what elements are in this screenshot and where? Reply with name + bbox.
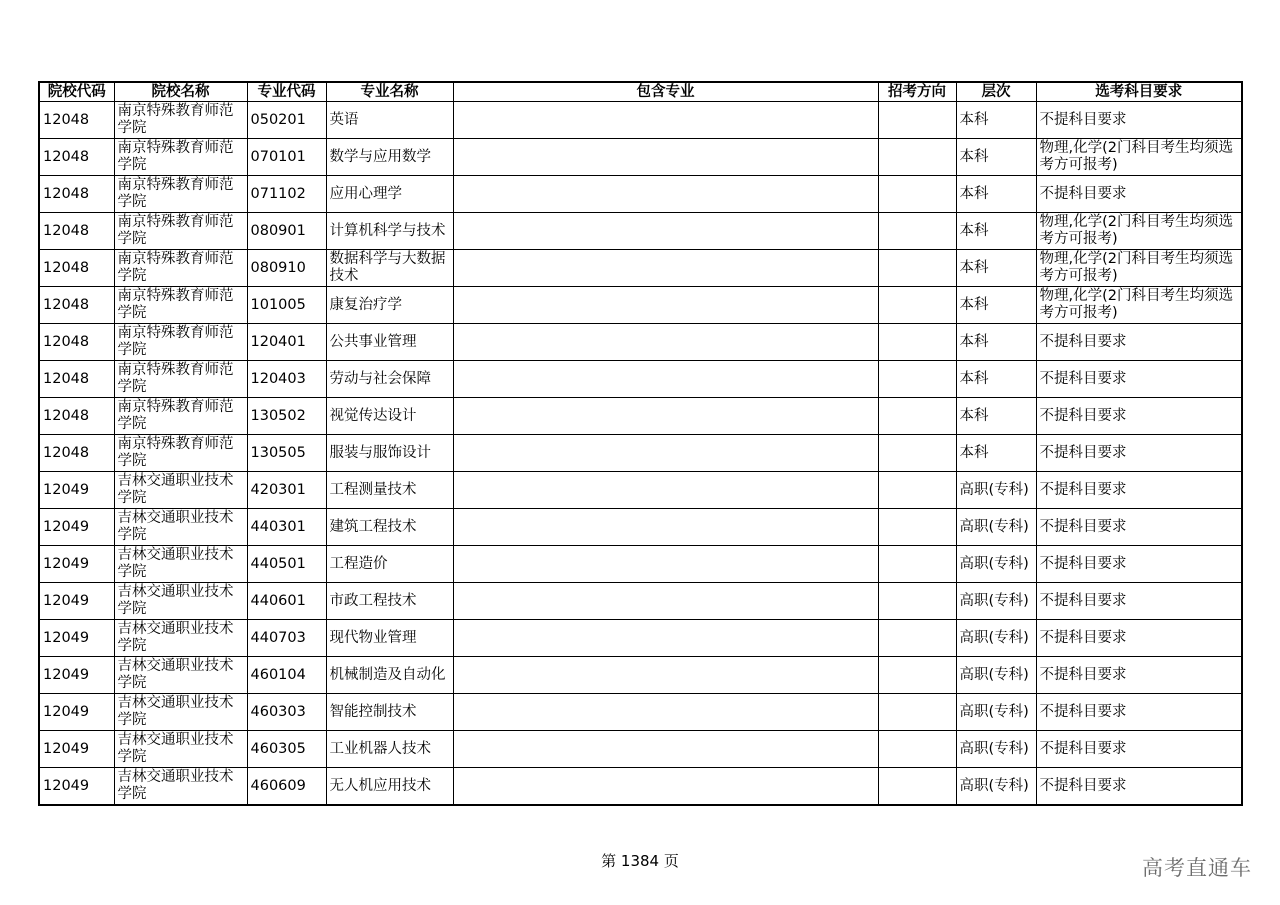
cell-included-majors bbox=[453, 139, 878, 176]
cell-subject-requirement: 物理,化学(2门科目考生均须选考方可报考) bbox=[1036, 139, 1242, 176]
cell-included-majors bbox=[453, 731, 878, 768]
cell-level: 本科 bbox=[956, 435, 1036, 472]
cell-level: 高职(专科) bbox=[956, 694, 1036, 731]
cell-major-name: 工业机器人技术 bbox=[326, 731, 453, 768]
table-row bbox=[39, 620, 1242, 657]
cell-school-name: 南京特殊教育师范学院 bbox=[114, 139, 247, 176]
cell-direction bbox=[878, 768, 956, 806]
cell-direction bbox=[878, 694, 956, 731]
cell-level: 本科 bbox=[956, 324, 1036, 361]
cell-school-name: 吉林交通职业技术学院 bbox=[114, 731, 247, 768]
header-school-code: 院校代码 bbox=[39, 82, 114, 102]
cell-school-code: 12049 bbox=[39, 620, 114, 657]
cell-major-code: 440301 bbox=[247, 509, 326, 546]
cell-school-code: 12048 bbox=[39, 435, 114, 472]
table-row bbox=[39, 657, 1242, 694]
cell-subject-requirement: 不提科目要求 bbox=[1036, 768, 1242, 806]
table-row bbox=[39, 509, 1242, 546]
cell-major-name: 机械制造及自动化 bbox=[326, 657, 453, 694]
cell-school-code: 12048 bbox=[39, 287, 114, 324]
cell-included-majors bbox=[453, 213, 878, 250]
cell-school-code: 12048 bbox=[39, 250, 114, 287]
cell-subject-requirement: 不提科目要求 bbox=[1036, 472, 1242, 509]
cell-direction bbox=[878, 657, 956, 694]
cell-school-code: 12048 bbox=[39, 139, 114, 176]
cell-major-code: 071102 bbox=[247, 176, 326, 213]
cell-school-code: 12048 bbox=[39, 361, 114, 398]
cell-major-code: 120401 bbox=[247, 324, 326, 361]
cell-school-name: 南京特殊教育师范学院 bbox=[114, 398, 247, 435]
cell-school-name: 南京特殊教育师范学院 bbox=[114, 287, 247, 324]
table-row bbox=[39, 398, 1242, 435]
cell-school-name: 吉林交通职业技术学院 bbox=[114, 583, 247, 620]
cell-subject-requirement: 不提科目要求 bbox=[1036, 176, 1242, 213]
cell-school-name: 吉林交通职业技术学院 bbox=[114, 546, 247, 583]
cell-school-name: 吉林交通职业技术学院 bbox=[114, 620, 247, 657]
cell-school-code: 12049 bbox=[39, 768, 114, 806]
cell-major-code: 440601 bbox=[247, 583, 326, 620]
cell-level: 本科 bbox=[956, 139, 1036, 176]
cell-school-name: 南京特殊教育师范学院 bbox=[114, 435, 247, 472]
cell-school-code: 12049 bbox=[39, 472, 114, 509]
cell-major-code: 460305 bbox=[247, 731, 326, 768]
table-row bbox=[39, 324, 1242, 361]
cell-included-majors bbox=[453, 287, 878, 324]
table-row bbox=[39, 287, 1242, 324]
cell-major-name: 市政工程技术 bbox=[326, 583, 453, 620]
cell-subject-requirement: 物理,化学(2门科目考生均须选考方可报考) bbox=[1036, 250, 1242, 287]
cell-included-majors bbox=[453, 361, 878, 398]
cell-included-majors bbox=[453, 657, 878, 694]
cell-school-name: 南京特殊教育师范学院 bbox=[114, 250, 247, 287]
cell-major-code: 050201 bbox=[247, 102, 326, 139]
cell-direction bbox=[878, 139, 956, 176]
cell-school-code: 12048 bbox=[39, 398, 114, 435]
cell-major-name: 建筑工程技术 bbox=[326, 509, 453, 546]
cell-direction bbox=[878, 287, 956, 324]
cell-level: 高职(专科) bbox=[956, 620, 1036, 657]
header-major-code: 专业代码 bbox=[247, 82, 326, 102]
cell-included-majors bbox=[453, 472, 878, 509]
table-row bbox=[39, 583, 1242, 620]
header-level: 层次 bbox=[956, 82, 1036, 102]
cell-major-code: 080901 bbox=[247, 213, 326, 250]
cell-included-majors bbox=[453, 250, 878, 287]
cell-school-name: 南京特殊教育师范学院 bbox=[114, 361, 247, 398]
cell-major-name: 无人机应用技术 bbox=[326, 768, 453, 806]
cell-direction bbox=[878, 213, 956, 250]
cell-direction bbox=[878, 250, 956, 287]
cell-major-name: 英语 bbox=[326, 102, 453, 139]
header-major-name: 专业名称 bbox=[326, 82, 453, 102]
majors-table bbox=[38, 81, 1243, 806]
cell-major-name: 智能控制技术 bbox=[326, 694, 453, 731]
table-row bbox=[39, 546, 1242, 583]
cell-included-majors bbox=[453, 583, 878, 620]
cell-subject-requirement: 不提科目要求 bbox=[1036, 694, 1242, 731]
cell-major-code: 440703 bbox=[247, 620, 326, 657]
table-row bbox=[39, 176, 1242, 213]
cell-included-majors bbox=[453, 546, 878, 583]
cell-included-majors bbox=[453, 176, 878, 213]
table-row bbox=[39, 435, 1242, 472]
cell-major-code: 080910 bbox=[247, 250, 326, 287]
cell-level: 本科 bbox=[956, 250, 1036, 287]
cell-major-code: 130502 bbox=[247, 398, 326, 435]
cell-included-majors bbox=[453, 768, 878, 806]
cell-school-name: 吉林交通职业技术学院 bbox=[114, 694, 247, 731]
cell-subject-requirement: 物理,化学(2门科目考生均须选考方可报考) bbox=[1036, 287, 1242, 324]
cell-level: 高职(专科) bbox=[956, 768, 1036, 806]
cell-direction bbox=[878, 620, 956, 657]
table-row bbox=[39, 731, 1242, 768]
cell-major-code: 440501 bbox=[247, 546, 326, 583]
cell-major-name: 服装与服饰设计 bbox=[326, 435, 453, 472]
cell-direction bbox=[878, 583, 956, 620]
cell-major-name: 工程造价 bbox=[326, 546, 453, 583]
cell-level: 高职(专科) bbox=[956, 472, 1036, 509]
cell-included-majors bbox=[453, 620, 878, 657]
cell-major-name: 数据科学与大数据技术 bbox=[326, 250, 453, 287]
cell-school-name: 吉林交通职业技术学院 bbox=[114, 472, 247, 509]
brand-watermark: 高考直通车 bbox=[1142, 856, 1252, 880]
cell-direction bbox=[878, 435, 956, 472]
cell-direction bbox=[878, 102, 956, 139]
cell-level: 本科 bbox=[956, 361, 1036, 398]
cell-level: 本科 bbox=[956, 176, 1036, 213]
cell-subject-requirement: 不提科目要求 bbox=[1036, 657, 1242, 694]
cell-school-code: 12049 bbox=[39, 546, 114, 583]
cell-major-code: 101005 bbox=[247, 287, 326, 324]
cell-subject-requirement: 不提科目要求 bbox=[1036, 398, 1242, 435]
header-subject-requirement: 选考科目要求 bbox=[1036, 82, 1242, 102]
cell-major-code: 460609 bbox=[247, 768, 326, 806]
cell-level: 高职(专科) bbox=[956, 546, 1036, 583]
cell-major-name: 公共事业管理 bbox=[326, 324, 453, 361]
header-school-name: 院校名称 bbox=[114, 82, 247, 102]
cell-school-code: 12049 bbox=[39, 694, 114, 731]
cell-school-code: 12048 bbox=[39, 324, 114, 361]
cell-school-name: 南京特殊教育师范学院 bbox=[114, 102, 247, 139]
cell-school-code: 12049 bbox=[39, 583, 114, 620]
cell-direction bbox=[878, 472, 956, 509]
table-row bbox=[39, 694, 1242, 731]
cell-direction bbox=[878, 361, 956, 398]
cell-school-name: 吉林交通职业技术学院 bbox=[114, 768, 247, 806]
table-row bbox=[39, 361, 1242, 398]
cell-subject-requirement: 不提科目要求 bbox=[1036, 435, 1242, 472]
cell-major-code: 070101 bbox=[247, 139, 326, 176]
cell-direction bbox=[878, 509, 956, 546]
cell-subject-requirement: 不提科目要求 bbox=[1036, 509, 1242, 546]
cell-school-code: 12048 bbox=[39, 213, 114, 250]
cell-level: 本科 bbox=[956, 102, 1036, 139]
cell-school-code: 12049 bbox=[39, 731, 114, 768]
cell-major-code: 130505 bbox=[247, 435, 326, 472]
table-row bbox=[39, 472, 1242, 509]
cell-major-code: 120403 bbox=[247, 361, 326, 398]
cell-major-name: 劳动与社会保障 bbox=[326, 361, 453, 398]
page-number: 第 1384 页 bbox=[601, 852, 679, 870]
cell-level: 本科 bbox=[956, 213, 1036, 250]
cell-major-name: 康复治疗学 bbox=[326, 287, 453, 324]
cell-level: 高职(专科) bbox=[956, 509, 1036, 546]
cell-direction bbox=[878, 398, 956, 435]
cell-level: 高职(专科) bbox=[956, 583, 1036, 620]
cell-included-majors bbox=[453, 398, 878, 435]
cell-school-name: 吉林交通职业技术学院 bbox=[114, 657, 247, 694]
cell-subject-requirement: 不提科目要求 bbox=[1036, 546, 1242, 583]
cell-school-code: 12049 bbox=[39, 509, 114, 546]
cell-included-majors bbox=[453, 324, 878, 361]
cell-subject-requirement: 不提科目要求 bbox=[1036, 324, 1242, 361]
cell-school-code: 12049 bbox=[39, 657, 114, 694]
header-direction: 招考方向 bbox=[878, 82, 956, 102]
cell-subject-requirement: 物理,化学(2门科目考生均须选考方可报考) bbox=[1036, 213, 1242, 250]
cell-subject-requirement: 不提科目要求 bbox=[1036, 102, 1242, 139]
table-body bbox=[39, 102, 1242, 806]
cell-school-name: 南京特殊教育师范学院 bbox=[114, 324, 247, 361]
cell-school-code: 12048 bbox=[39, 102, 114, 139]
table-row bbox=[39, 250, 1242, 287]
cell-level: 本科 bbox=[956, 287, 1036, 324]
cell-direction bbox=[878, 546, 956, 583]
cell-major-name: 数学与应用数学 bbox=[326, 139, 453, 176]
table-row bbox=[39, 213, 1242, 250]
cell-school-name: 南京特殊教育师范学院 bbox=[114, 176, 247, 213]
cell-direction bbox=[878, 324, 956, 361]
cell-school-code: 12048 bbox=[39, 176, 114, 213]
cell-level: 高职(专科) bbox=[956, 731, 1036, 768]
cell-major-code: 460104 bbox=[247, 657, 326, 694]
cell-level: 本科 bbox=[956, 398, 1036, 435]
cell-direction bbox=[878, 731, 956, 768]
table-row bbox=[39, 139, 1242, 176]
cell-major-name: 现代物业管理 bbox=[326, 620, 453, 657]
cell-level: 高职(专科) bbox=[956, 657, 1036, 694]
cell-subject-requirement: 不提科目要求 bbox=[1036, 731, 1242, 768]
cell-included-majors bbox=[453, 694, 878, 731]
cell-subject-requirement: 不提科目要求 bbox=[1036, 583, 1242, 620]
cell-major-name: 视觉传达设计 bbox=[326, 398, 453, 435]
cell-included-majors bbox=[453, 435, 878, 472]
cell-major-name: 工程测量技术 bbox=[326, 472, 453, 509]
table-row bbox=[39, 102, 1242, 139]
cell-school-name: 南京特殊教育师范学院 bbox=[114, 213, 247, 250]
cell-major-code: 420301 bbox=[247, 472, 326, 509]
cell-major-name: 计算机科学与技术 bbox=[326, 213, 453, 250]
cell-direction bbox=[878, 176, 956, 213]
cell-major-name: 应用心理学 bbox=[326, 176, 453, 213]
table-header-row bbox=[39, 82, 1242, 102]
header-included-majors: 包含专业 bbox=[453, 82, 878, 102]
cell-subject-requirement: 不提科目要求 bbox=[1036, 361, 1242, 398]
cell-subject-requirement: 不提科目要求 bbox=[1036, 620, 1242, 657]
cell-major-code: 460303 bbox=[247, 694, 326, 731]
table-row bbox=[39, 768, 1242, 806]
cell-included-majors bbox=[453, 102, 878, 139]
cell-school-name: 吉林交通职业技术学院 bbox=[114, 509, 247, 546]
cell-included-majors bbox=[453, 509, 878, 546]
